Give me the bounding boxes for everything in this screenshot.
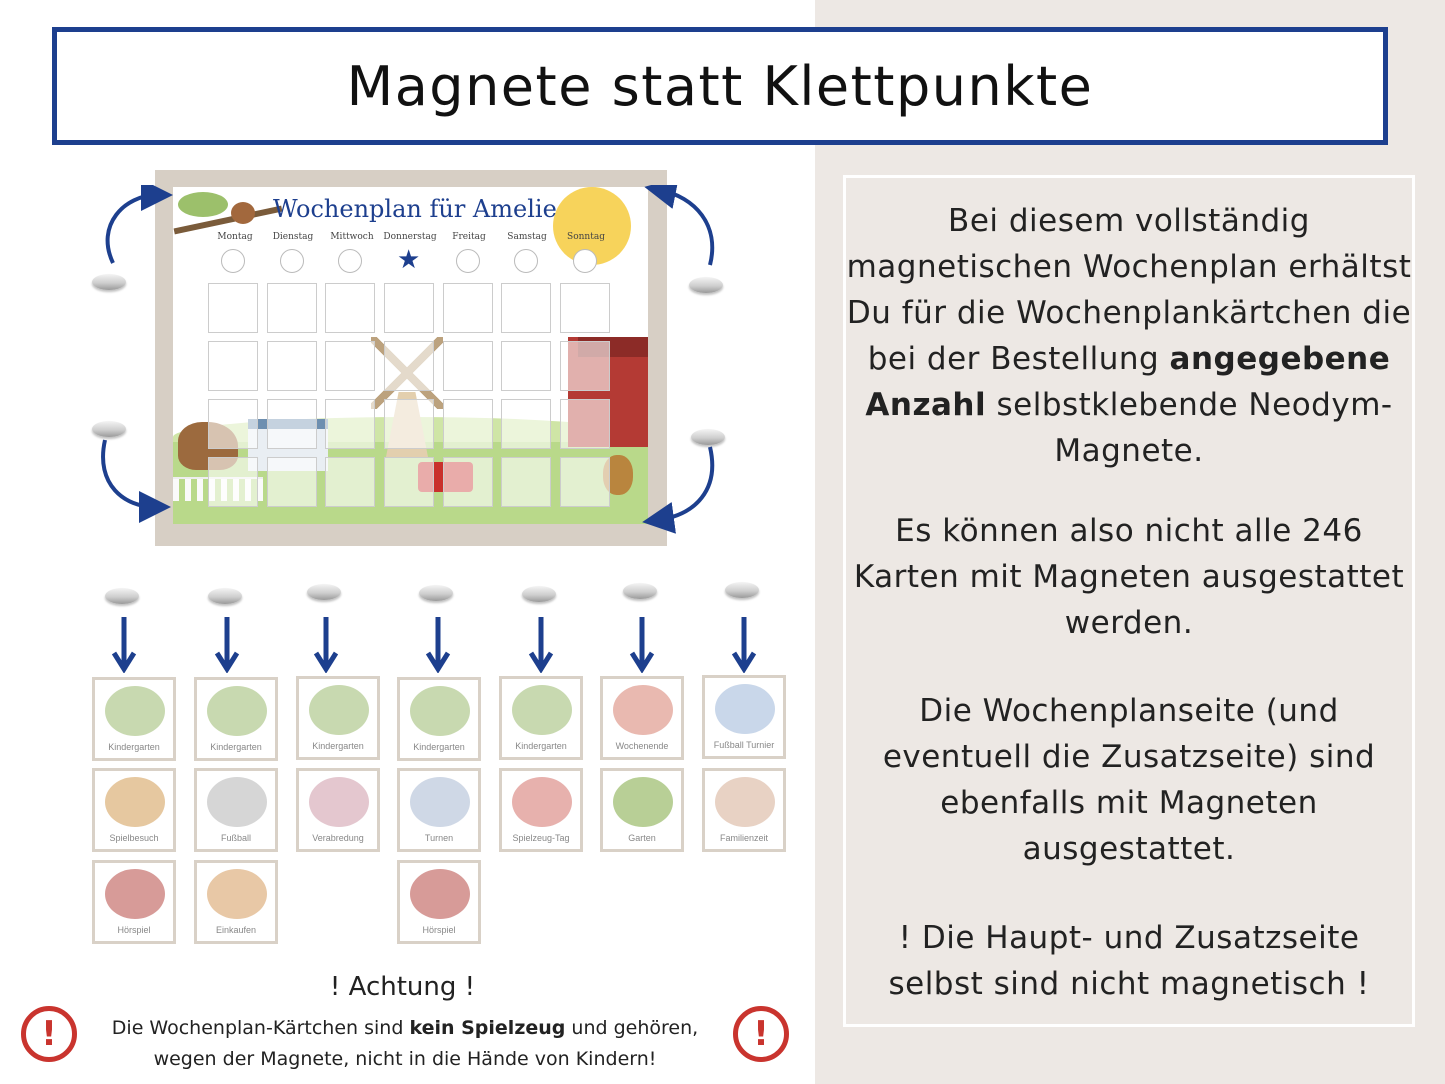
card-illustration: [105, 869, 165, 919]
info-text: selbstklebende Neodym-Magnete.: [986, 387, 1393, 469]
magnet-icon: [307, 584, 341, 600]
day-dot: [338, 249, 362, 273]
card-label: Hörspiel: [422, 925, 456, 935]
day-label: Dienstag: [272, 232, 314, 242]
activity-card: [702, 675, 786, 759]
card-label: Wochenende: [615, 741, 669, 751]
card-slot: [384, 341, 434, 391]
arrow-down-icon: [627, 615, 657, 673]
card-illustration: [410, 777, 470, 827]
card-label: Kindergarten: [413, 742, 465, 752]
day-label: Donnerstag: [383, 232, 437, 242]
card-illustration: [309, 685, 369, 735]
warning-text-part: Die Wochenplan-Kärtchen sind: [111, 1017, 410, 1039]
warning-text: [90, 1013, 720, 1075]
magnet-icon: [419, 585, 453, 601]
card-label: Kindergarten: [312, 741, 364, 751]
title-banner: [52, 27, 1388, 145]
day-dot: [573, 249, 597, 273]
warning-bold-text: kein Spielzeug: [409, 1017, 566, 1039]
info-paragraph-1: [846, 198, 1412, 474]
card-slot: [501, 283, 551, 333]
info-paragraph-3: Die Wochenplanseite (und eventuell die Zusatzseite) sind ebenfalls mit Magneten ausgestattet.: [882, 693, 1376, 867]
card-slot: [267, 283, 317, 333]
card-label: Spielzeug-Tag: [512, 833, 570, 843]
card-label: Garten: [628, 833, 656, 843]
card-slot: [325, 399, 375, 449]
card-label: Hörspiel: [117, 925, 151, 935]
card-slot: [560, 457, 610, 507]
card-label: Kindergarten: [108, 742, 160, 752]
warning-icon: !: [733, 1006, 789, 1062]
activity-card: [194, 677, 278, 761]
card-label: Fußball Turnier: [713, 740, 775, 750]
warning-title: ! Achtung !: [329, 972, 476, 1002]
magnet-icon: [105, 588, 139, 604]
warning-text-part: und gehören, wegen der Magnete, nicht in die Hände von Kindern!: [153, 1017, 699, 1070]
card-illustration: [613, 777, 673, 827]
day-label: Freitag: [452, 232, 486, 242]
activity-card: [296, 676, 380, 760]
day-dot: [280, 249, 304, 273]
card-illustration: [512, 685, 572, 735]
activity-card: [499, 676, 583, 760]
board-heading: Wochenplan für Amelie: [273, 195, 557, 223]
card-illustration: [309, 777, 369, 827]
card-slot: [325, 457, 375, 507]
magnet-icon: [725, 582, 759, 598]
activity-card: [296, 768, 380, 852]
activity-card: [600, 676, 684, 760]
card-slot: [501, 341, 551, 391]
magnet-icon: [522, 586, 556, 602]
activity-card: [92, 860, 176, 944]
arrow-down-icon: [423, 615, 453, 673]
day-labels: [203, 232, 643, 246]
card-illustration: [207, 777, 267, 827]
page-title: Magnete statt Klettpunkte: [346, 54, 1094, 118]
activity-card: [397, 768, 481, 852]
day-label: Mittwoch: [330, 232, 374, 242]
arrow-down-icon: [311, 615, 341, 673]
card-slot: [208, 283, 258, 333]
activity-card: [499, 768, 583, 852]
card-slot: [560, 399, 610, 449]
curved-arrow-icons: [95, 185, 175, 535]
info-paragraph-4: ! Die Haupt- und Zusatzseite selbst sind nicht magnetisch !: [888, 920, 1370, 1002]
card-illustration: [105, 777, 165, 827]
card-slot: [267, 399, 317, 449]
card-slot: [443, 283, 493, 333]
card-label: Verabredung: [312, 833, 364, 843]
activity-card: [397, 860, 481, 944]
day-label: Montag: [217, 232, 253, 242]
info-bold-text: angegebene Anzahl: [865, 341, 1391, 423]
card-slot: [208, 457, 258, 507]
card-illustration: [410, 869, 470, 919]
card-slot: [267, 341, 317, 391]
card-slot: [501, 457, 551, 507]
card-slot: [267, 457, 317, 507]
card-label: Familienzeit: [719, 833, 768, 843]
arrow-down-icon: [109, 615, 139, 673]
info-panel: [843, 175, 1415, 1027]
magnet-icon: [208, 588, 242, 604]
card-slot: [560, 341, 610, 391]
card-slot: [443, 457, 493, 507]
card-illustration: [207, 869, 267, 919]
magnet-icon: [623, 583, 657, 599]
card-illustration: [613, 685, 673, 735]
card-illustration: [715, 684, 775, 734]
day-label: Sonntag: [567, 232, 605, 242]
day-dot: [221, 249, 245, 273]
card-label: Turnen: [424, 833, 454, 843]
arrow-down-icon: [212, 615, 242, 673]
card-illustration: [105, 686, 165, 736]
card-slot: [325, 283, 375, 333]
card-slot: [208, 399, 258, 449]
card-slot: [384, 399, 434, 449]
weekly-plan-board: [173, 187, 648, 524]
day-label: Samstag: [507, 232, 547, 242]
warning-icon: !: [21, 1006, 77, 1062]
activity-card: [600, 768, 684, 852]
card-slot: [325, 341, 375, 391]
leaves-illustration: [178, 192, 228, 217]
card-illustration: [512, 777, 572, 827]
card-slot: [501, 399, 551, 449]
day-dot: [514, 249, 538, 273]
card-slot: [560, 283, 610, 333]
activity-card: [194, 860, 278, 944]
card-slot: [384, 457, 434, 507]
card-illustration: [410, 686, 470, 736]
card-illustration: [715, 777, 775, 827]
activity-card: [194, 768, 278, 852]
info-text: Bei diesem vollständig magnetischen Wochenplan erhältst Du für die Wochenplankärtchen die bei der Bestellung: [846, 203, 1412, 377]
activity-card: [92, 677, 176, 761]
activity-card: [702, 768, 786, 852]
activity-card: [397, 677, 481, 761]
card-label: Kindergarten: [515, 741, 567, 751]
card-slot: [208, 341, 258, 391]
card-slot: [443, 399, 493, 449]
card-illustration: [207, 686, 267, 736]
card-label: Spielbesuch: [109, 833, 159, 843]
arrow-down-icon: [526, 615, 556, 673]
card-label: Einkaufen: [215, 925, 257, 935]
info-paragraph-2: Es können also nicht alle 246 Karten mit Magneten ausgestattet werden.: [853, 513, 1405, 641]
curved-arrow-icons-right: [640, 185, 730, 535]
day-dot: [456, 249, 480, 273]
card-slot: [384, 283, 434, 333]
card-label: Fußball: [220, 833, 251, 843]
activity-card: [92, 768, 176, 852]
star-icon: ★: [397, 245, 421, 275]
squirrel-illustration: [231, 202, 255, 224]
card-label: Kindergarten: [210, 742, 262, 752]
arrow-down-icon: [729, 615, 759, 673]
card-slot: [443, 341, 493, 391]
